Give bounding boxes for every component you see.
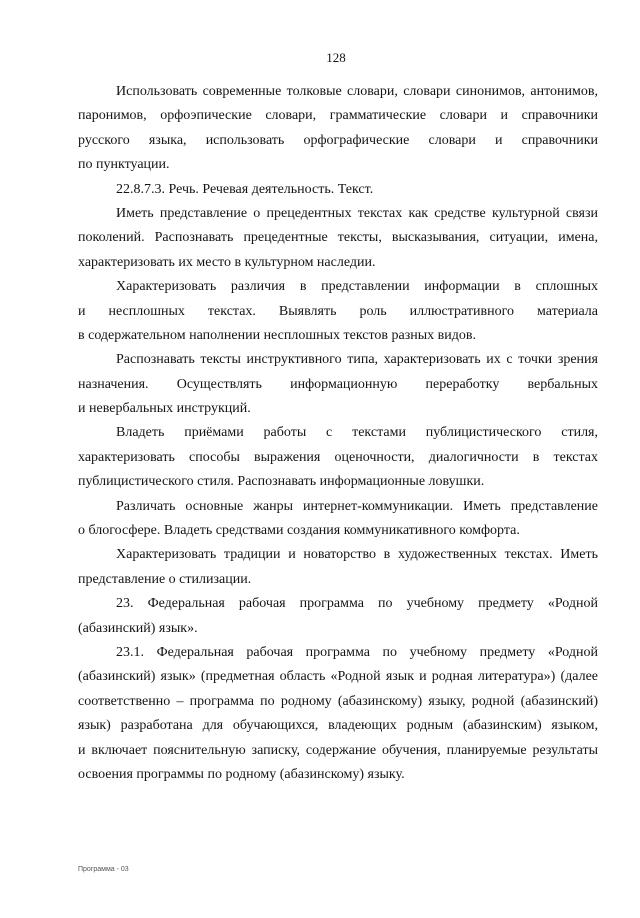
page-footer: Программа - 03 <box>78 866 129 873</box>
document-body <box>78 80 598 787</box>
text-line: публицистического стиля. Распознавать информационные ловушки. <box>78 474 485 490</box>
paragraph <box>78 80 598 178</box>
text-line: представление о стилизации. <box>78 571 252 587</box>
text-line: язык) разработана для обучающихся, владеющих родным (абазинским) языком, <box>78 718 598 734</box>
text-line: назначения. Осуществлять информационную переработку вербальных <box>78 376 598 392</box>
text-line: Характеризовать различия в представлении информации в сплошных <box>116 279 598 295</box>
text-line: (абазинский) язык» (предметная область «Родной язык и родная литература») (далее <box>78 669 598 685</box>
paragraph <box>78 641 598 787</box>
text-line: соответственно – программа по родному (абазинскому) языку, родной (абазинский) <box>78 693 598 709</box>
text-line: освоения программы по родному (абазинскому) языку. <box>78 766 405 782</box>
text-line: поколений. Распознавать прецедентные тексты, высказывания, ситуации, имена, <box>78 230 598 246</box>
paragraph <box>78 348 598 421</box>
text-line: Характеризовать традиции и новаторство в художественных текстах. Иметь <box>116 547 598 563</box>
paragraph <box>78 421 598 494</box>
paragraph <box>78 592 598 641</box>
page-number: 128 <box>326 50 346 65</box>
text-line: 23. Федеральная рабочая программа по учебному предмету «Родной <box>116 596 598 612</box>
text-line: паронимов, орфоэпические словари, грамматические словари и справочники <box>78 108 598 124</box>
text-line: и включает пояснительную записку, содержание обучения, планируемые результаты <box>78 742 598 758</box>
text-line: характеризовать способы выражения оценочности, диалогичности в текстах <box>78 449 598 465</box>
text-line: Распознавать тексты инструктивного типа, характеризовать их с точки зрения <box>116 352 598 368</box>
paragraph <box>78 275 598 348</box>
text-line: 23.1. Федеральная рабочая программа по учебному предмету «Родной <box>116 644 598 660</box>
text-line: Использовать современные толковые словари, словари синонимов, антонимов, <box>116 84 598 99</box>
paragraph <box>78 543 598 592</box>
text-line: 22.8.7.3. Речь. Речевая деятельность. Текст. <box>116 181 374 197</box>
text-line: Различать основные жанры интернет-коммуникации. Иметь представление <box>116 498 598 514</box>
text-line: Владеть приёмами работы с текстами публицистического стиля, <box>116 425 598 441</box>
text-line: Иметь представление о прецедентных текстах как средстве культурной связи <box>116 205 598 221</box>
text-line: по пунктуации. <box>78 157 170 173</box>
paragraph <box>78 495 598 544</box>
paragraph <box>78 178 598 202</box>
paragraph <box>78 202 598 275</box>
text-line: (абазинский) язык». <box>78 620 198 636</box>
text-line: и невербальных инструкций. <box>78 401 251 417</box>
text-line: и несплошных текстах. Выявлять роль иллюстративного материала <box>78 303 598 319</box>
text-line: характеризовать их место в культурном наследии. <box>78 254 376 270</box>
text-line: русского языка, использовать орфографические словари и справочники <box>78 132 598 148</box>
text-line: о блогосфере. Владеть средствами создания коммуникативного комфорта. <box>78 523 520 539</box>
text-line: в содержательном наполнении несплошных текстов разных видов. <box>78 327 477 343</box>
